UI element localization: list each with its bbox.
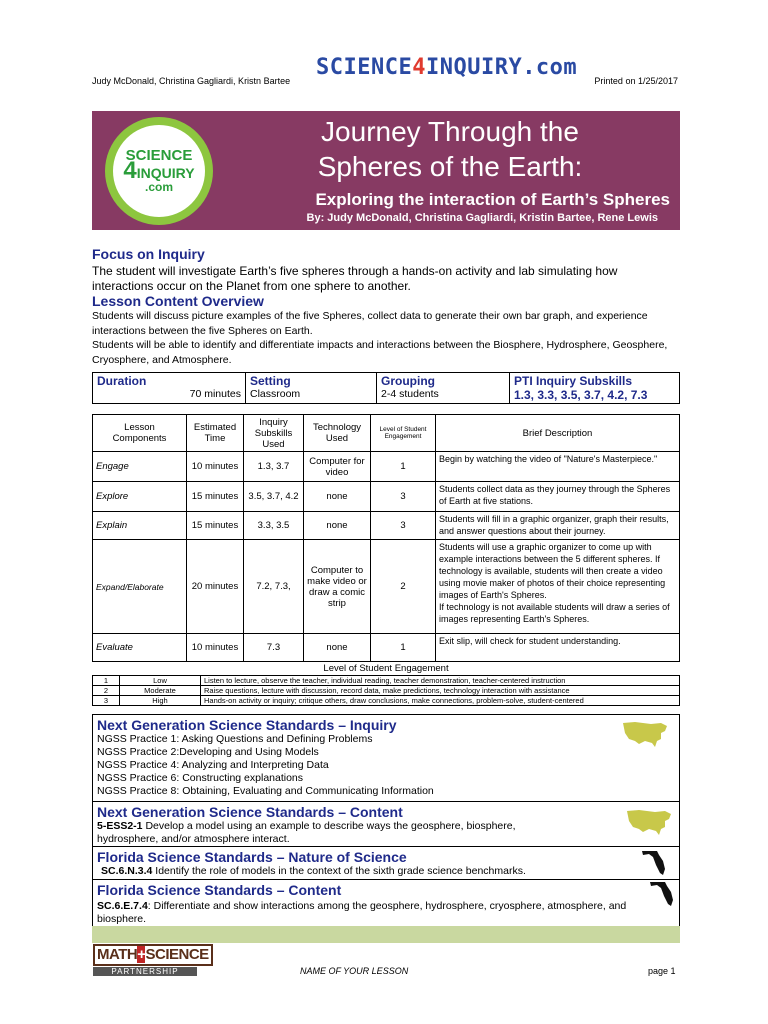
ngss-practice-4: NGSS Practice 4: Analyzing and Interpreting Data [97,759,329,771]
col-header: Estimated Time [187,415,244,452]
florida-map-icon [641,849,667,877]
overview-p2: Students will be able to identify and differentiate impacts and interactions between the Biosphere, Hydrosphere, Geosphere, Cryosphere, and Atmosphere. [92,339,668,366]
ngss-practice-2: NGSS Practice 2:Developing and Using Models [97,746,319,758]
ngss-practice-8: NGSS Practice 8: Obtaining, Evaluating and Communicating Information [97,785,434,797]
fl-nos-box [92,846,680,880]
table-row [93,676,680,686]
eng-level: Low [120,676,201,686]
logo-science: SCIENCE [125,147,193,164]
cell-subskills: 7.2, 7.3, [244,540,304,634]
cell-component: Explore [93,482,187,512]
eng-level: Moderate [120,686,201,696]
table-row [93,540,680,634]
printed-date: Printed on 1/25/2017 [594,76,678,86]
table-row [93,512,680,540]
math-science-partnership-logo [93,944,209,976]
duration-cell [93,373,246,404]
lesson-title-line1: Journey Through the [321,116,579,147]
lesson-byline: By: Judy McDonald, Christina Gagliardi, Kristin Bartee, Rene Lewis [306,212,658,224]
fl-nos-code: SC.6.N.3.4 [101,865,153,877]
cell-level: 1 [371,634,436,662]
msp-science: SCIENCE [145,946,209,963]
fl-content-code: SC.6.E.7.4 [97,900,148,912]
cell-desc: Begin by watching the video of "Nature's Masterpiece." [436,452,680,482]
fl-content-box [92,879,680,927]
cell-subskills: 3.3, 3.5 [244,512,304,540]
logo-inquiry: INQUIRY [136,165,195,181]
engagement-title: Level of Student Engagement [323,663,449,674]
cell-subskills: 7.3 [244,634,304,662]
cell-component: Engage [93,452,187,482]
duration-value: 70 minutes [189,388,241,400]
overview-p1: Students will discuss picture examples of the five Spheres, collect data to generate their own bar graph, and experience interactions between the five Spheres on Earth. [92,310,648,337]
florida-map-icon [649,880,675,908]
focus-heading: Focus on Inquiry [92,246,205,262]
cell-tech: none [304,482,371,512]
grouping-label: Grouping [381,374,435,388]
footer-lesson-name: NAME OF YOUR LESSON [300,966,409,976]
ngss-practice-6: NGSS Practice 6: Constructing explanations [97,772,304,784]
lesson-title-line2: Spheres of the Earth: [317,151,583,182]
ngss-content-text [93,820,541,846]
cell-time: 10 minutes [187,634,244,662]
footer-page-number: page 1 [648,966,676,976]
header-authors: Judy McDonald, Christina Gagliardi, Kristn Bartee [92,76,291,86]
eng-num: 1 [93,676,120,686]
lesson-table-header [93,415,680,452]
cell-desc: Exit slip, will check for student understanding. [436,634,680,662]
summary-table [92,372,680,404]
logo-com: .com [144,180,173,194]
focus-text: The student will investigate Earth’s five spheres through a hands-on activity and lab simulating how interactions occur on the Planet from one sphere to another. [92,264,618,293]
cell-tech: Computer for video [304,452,371,482]
cell-level: 2 [371,540,436,634]
cell-subskills: 3.5, 3.7, 4.2 [244,482,304,512]
col-header: Inquiry Subskills Used [244,415,304,452]
cell-desc: Students will use a graphic organizer to come up with example interactions between the 5 different spheres. If technology is available, students will then create a video using movie maker of photos of their choice representing images of Earth's Spheres. If technology is not available students will draw a series of images representing Earth's Spheres. [436,540,680,634]
brand-com: .com [522,55,578,80]
cell-tech: none [304,512,371,540]
overview-heading: Lesson Content Overview [92,293,264,309]
brand-logo-text[interactable] [316,55,577,80]
fl-nos-text [93,865,679,878]
eng-level: High [120,696,201,706]
table-row [93,634,680,662]
us-map-icon [621,719,669,749]
fl-content-desc: : Differentiate and show interactions among the geosphere, hydrosphere, cryosphere, atmosphere, and biosphere. [97,900,627,925]
grouping-cell [377,373,510,404]
fl-content-text [93,898,679,926]
cell-tech: Computer to make video or draw a comic strip [304,540,371,634]
cell-level: 3 [371,512,436,540]
setting-value: Classroom [250,388,301,400]
logo-inner [113,125,205,217]
cell-desc: Students collect data as they journey through the Spheres of Earth at five stations. [436,482,680,512]
cell-level: 3 [371,482,436,512]
eng-num: 2 [93,686,120,696]
cell-component: Explain [93,512,187,540]
table-row [93,452,680,482]
duration-label: Duration [97,374,147,388]
setting-cell [246,373,377,404]
eng-desc: Listen to lecture, observe the teacher, individual reading, teacher demonstration, teacher-centered instruction [201,676,680,686]
eng-num: 3 [93,696,120,706]
lesson-subtitle: Exploring the interaction of Earth’s Spheres [315,190,670,209]
fl-content-heading: Florida Science Standards – Content [97,882,342,898]
ngss-inquiry-heading: Next Generation Science Standards – Inquiry [97,717,397,733]
col-header: Brief Description [436,415,680,452]
cell-time: 10 minutes [187,452,244,482]
cell-tech: none [304,634,371,662]
col-header: Level of Student Engagement [371,415,436,452]
cell-component: Evaluate [93,634,187,662]
cell-desc: Students will fill in a graphic organizer, graph their results, and answer questions about their journey. [436,512,680,540]
cell-subskills: 1.3, 3.7 [244,452,304,482]
brand-science: SCIENCE [316,55,413,80]
table-row [93,686,680,696]
footer-green-bar [92,926,680,943]
msp-plus: + [137,946,146,963]
logo-four: 4 [123,157,137,184]
msp-math: MATH [97,946,138,963]
col-header: Lesson Components [93,415,187,452]
us-map-icon [625,807,673,837]
cell-level: 1 [371,452,436,482]
ngss-content-box [92,801,680,847]
fl-nos-heading: Florida Science Standards – Nature of Science [97,849,407,865]
logo-inquiry-line [123,157,195,184]
setting-label: Setting [250,374,291,388]
ngss-content-code: 5-ESS2-1 [97,820,143,832]
col-header: Technology Used [304,415,371,452]
cell-component: Expand/Elaborate [93,540,187,634]
pti-value: 1.3, 3.3, 3.5, 3.7, 4.2, 7.3 [514,388,648,402]
engagement-table [92,675,680,706]
cell-time: 15 minutes [187,512,244,540]
eng-desc: Raise questions, lecture with discussion, record data, make predictions, technology interaction with assistance [201,686,680,696]
lesson-table [92,414,680,662]
pti-cell [510,373,680,404]
brand-inquiry: INQUIRY [425,55,523,80]
table-row [93,696,680,706]
table-row [93,482,680,512]
cell-time: 20 minutes [187,540,244,634]
fl-nos-desc: Identify the role of models in the context of the sixth grade science benchmarks. [152,865,526,877]
ngss-inquiry-box [92,714,680,802]
msp-logo-top [93,944,213,966]
ngss-content-heading: Next Generation Science Standards – Content [97,804,403,820]
brand-four: 4 [412,55,426,80]
ngss-content-desc: Develop a model using an example to describe ways the geosphere, biosphere, hydrosphere, and/or atmosphere interact. [97,820,516,845]
msp-partnership: PARTNERSHIP [93,967,197,976]
cell-time: 15 minutes [187,482,244,512]
grouping-value: 2-4 students [381,388,439,400]
pti-label: PTI Inquiry Subskills [514,374,633,388]
eng-desc: Hands-on activity or inquiry; critique others, draw conclusions, make connections, problem-solve, student-centered [201,696,680,706]
ngss-practice-1: NGSS Practice 1: Asking Questions and Defining Problems [97,733,373,745]
